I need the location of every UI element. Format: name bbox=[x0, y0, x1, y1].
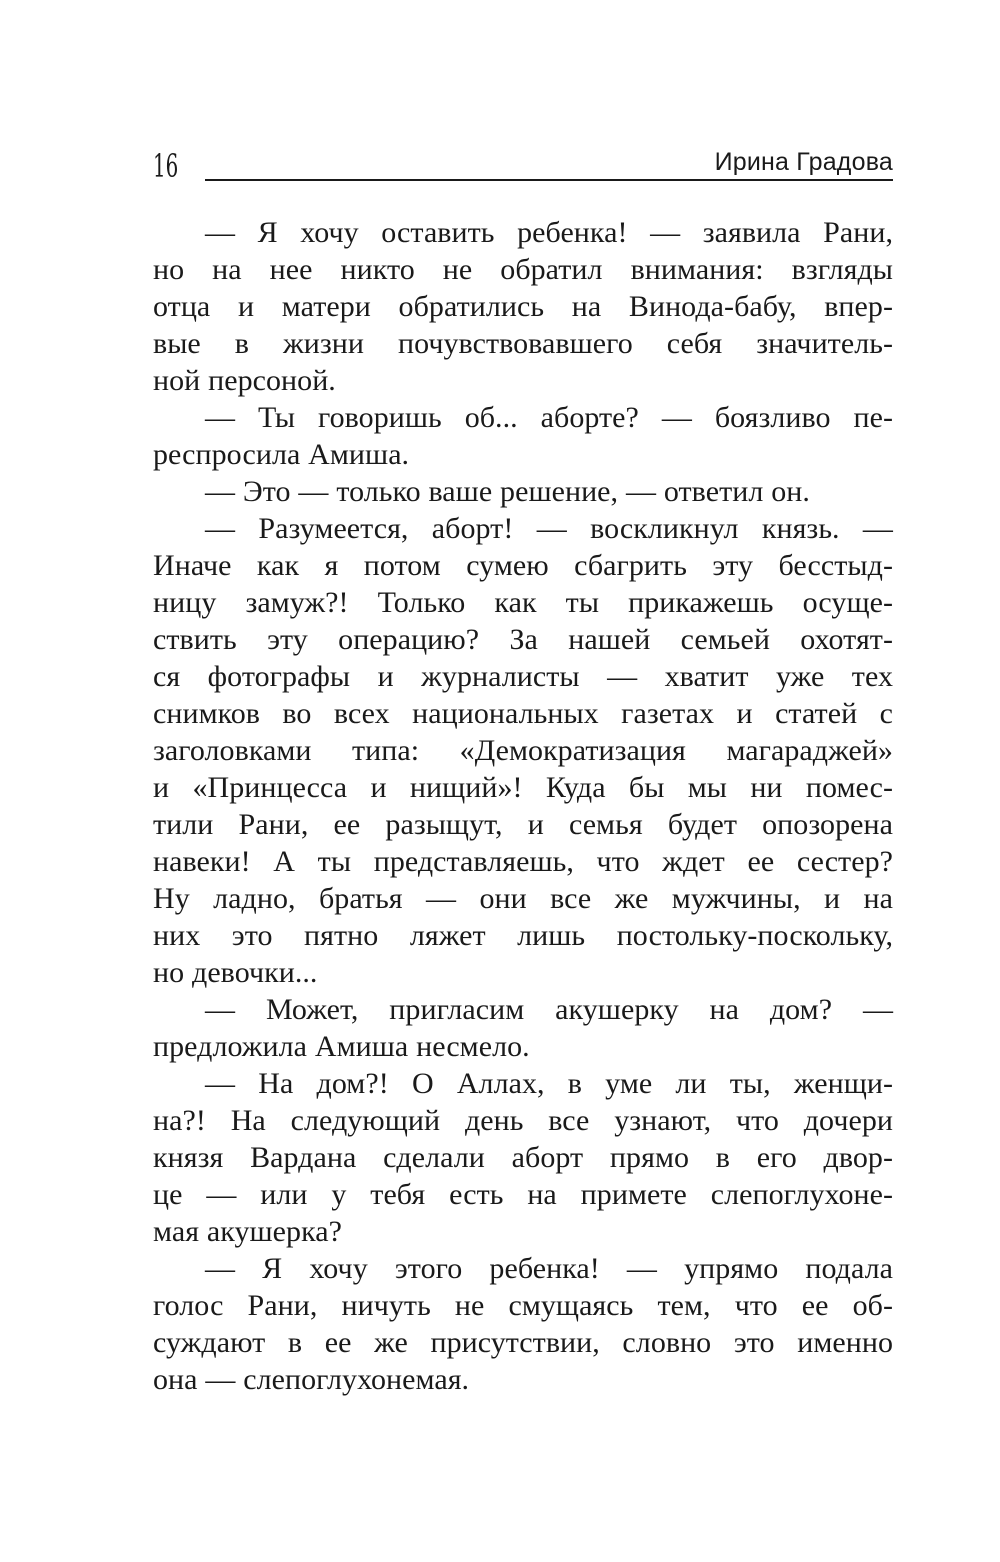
text-line: ной персоной. bbox=[153, 364, 336, 397]
text-line: снимков во всех национальных газетах и статей с bbox=[153, 697, 893, 730]
paragraph bbox=[153, 1250, 893, 1398]
text-line: но девочки... bbox=[153, 956, 318, 989]
paragraph bbox=[153, 399, 893, 473]
text-line: ницу замуж?! Только как ты прикажешь осуще- bbox=[153, 586, 893, 619]
text-line: вые в жизни почувствовавшего себя значитель- bbox=[153, 327, 893, 360]
text-line: заголовками типа: «Демократизация магараджей» bbox=[153, 734, 893, 767]
text-line: тили Рани, ее разыщут, и семья будет опозорена bbox=[153, 808, 893, 841]
running-head bbox=[153, 148, 893, 184]
text-line: — Может, пригласим акушерку на дом? — bbox=[205, 993, 893, 1026]
text-line: она — слепоглухонемая. bbox=[153, 1363, 470, 1396]
text-line: отца и матери обратились на Винода-бабу, впер- bbox=[153, 290, 893, 323]
text-line: ся фотографы и журналисты — хватит уже тех bbox=[153, 660, 893, 693]
text-line: — Разумеется, аборт! — воскликнул князь. — bbox=[205, 512, 893, 545]
text-line: це — или у тебя есть на примете слепоглухоне- bbox=[153, 1178, 893, 1211]
text-line: мая акушерка? bbox=[153, 1215, 342, 1248]
paragraph bbox=[153, 473, 893, 510]
text-line: суждают в ее же присутствии, словно это именно bbox=[153, 1326, 893, 1359]
page-number: 16 bbox=[153, 147, 179, 185]
text-line: Иначе как я потом сумею сбагрить эту бесстыд- bbox=[153, 549, 893, 582]
text-line: них это пятно ляжет лишь постольку-поскольку, bbox=[153, 919, 893, 952]
header-author: Ирина Градова bbox=[714, 148, 893, 176]
text-line: — Я хочу этого ребенка! — упрямо подала bbox=[205, 1252, 893, 1285]
text-line: — Ты говоришь об... аборте? — боязливо пе- bbox=[205, 401, 893, 434]
text-line: — На дом?! О Аллах, в уме ли ты, женщи- bbox=[205, 1067, 893, 1100]
paragraph bbox=[153, 991, 893, 1065]
paragraph bbox=[153, 214, 893, 399]
text-line: князя Вардана сделали аборт прямо в его двор- bbox=[153, 1141, 893, 1174]
text-line: — Я хочу оставить ребенка! — заявила Рани, bbox=[205, 216, 893, 249]
body-text bbox=[153, 214, 893, 1398]
text-line: респросила Амиша. bbox=[153, 438, 410, 471]
text-line: — Это — только ваше решение, — ответил он. bbox=[205, 475, 810, 508]
paragraph bbox=[153, 1065, 893, 1250]
text-line: предложила Амиша несмело. bbox=[153, 1030, 530, 1063]
text-line: голос Рани, ничуть не смущаясь тем, что ее об- bbox=[153, 1289, 893, 1322]
text-line: на?! На следующий день все узнают, что дочери bbox=[153, 1104, 893, 1137]
text-line: ствить эту операцию? За нашей семьей охотят- bbox=[153, 623, 893, 656]
text-line: и «Принцесса и нищий»! Куда бы мы ни помес- bbox=[153, 771, 893, 804]
header-rule bbox=[205, 179, 893, 181]
text-line: навеки! А ты представляешь, что ждет ее сестер? bbox=[153, 845, 893, 878]
text-line: но на нее никто не обратил внимания: взгляды bbox=[153, 253, 893, 286]
text-line: Ну ладно, братья — они все же мужчины, и на bbox=[153, 882, 893, 915]
paragraph bbox=[153, 510, 893, 991]
